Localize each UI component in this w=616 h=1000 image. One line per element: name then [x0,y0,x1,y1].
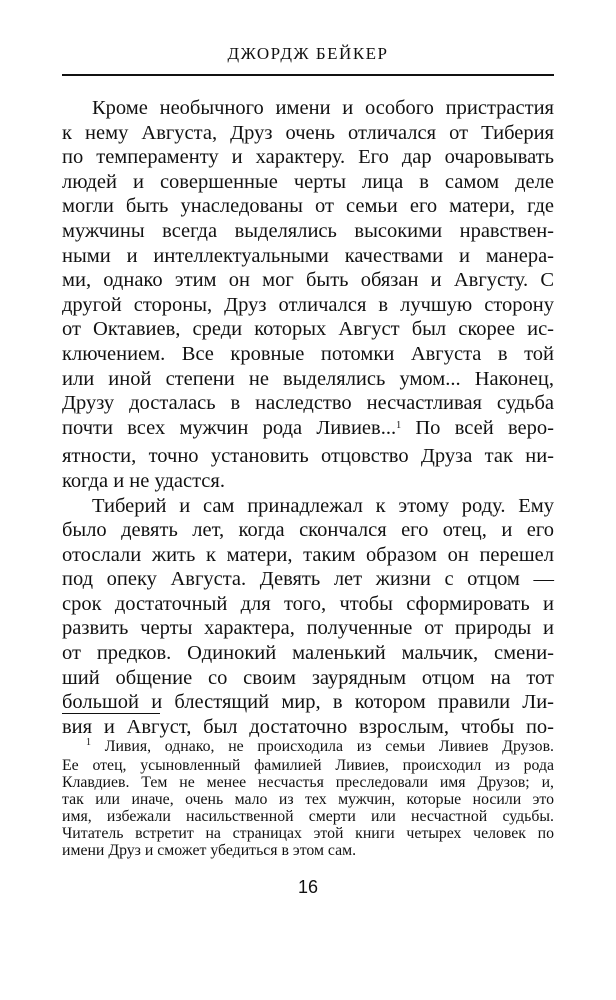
text-line: другой стороны, Друз отличался в лучшую сторону [62,293,554,316]
running-header: ДЖОРДЖ БЕЙКЕР [227,44,389,63]
text-line: ми, однако этим он мог быть обязан и Августу. С [62,269,554,292]
text-line: от предков. Одинокий маленький мальчик, смени- [62,642,554,665]
footnote-line: Ее отец, усыновленный фамилией Ливиев, происходил из рода [62,757,554,774]
footnote-line: так или иначе, очень мало из тех мужчин, которые носили это [62,791,554,808]
text-line: или иной степени не выделялись умом... Наконец, [62,367,554,390]
text-line: Кроме необычного имени и особого пристрастия [92,97,554,119]
text-line: от Октавиев, среди которых Август был скорее ис- [62,318,554,341]
text-line-with-footnote-ref [62,416,554,445]
footnote-line: Клавдиев. Тем не менее несчастья преследовали имя Друзов; и, [62,774,554,791]
main-text [62,96,554,739]
header-rule [62,74,554,76]
text-line: Тиберий и сам принадлежал к этому роду. Ему [92,494,554,517]
page-number: 16 [297,877,319,897]
text-line: ключением. Все кровные потомки Августа в той [62,342,554,365]
text-segment: почти всех мужчин рода Ливиев... [62,416,397,439]
text-line: по темпераменту и характеру. Его дар очаровывать [62,146,554,169]
footnote-line [62,738,554,757]
footnote-line: имя, избежали насильственной смерти или несчастной судьбы. [62,808,554,825]
footnote-ref: 1 [396,419,402,431]
footnote-line: имени Друз и сможет убедиться в этом сам. [62,842,357,859]
text-segment: По всей веро- [401,416,554,439]
text-line: под опеку Августа. Девять лет жизни с отцом — [62,568,554,591]
text-line: срок достаточный для того, чтобы сформировать и [62,592,554,615]
text-line: людей и совершенные черты лица в самом деле [62,170,554,193]
footnote-marker: 1 [86,737,91,748]
text-line: к нему Августа, Друз очень отличался от Тиберия [62,121,554,144]
text-line: могли быть унаследованы от семьи его матери, где [62,195,554,218]
text-line: большой и блестящий мир, в котором правили Ли- [62,691,554,714]
text-line: вия и Август, был достаточно взрослым, чтобы по- [62,715,554,738]
footnote [62,738,554,859]
text-line: когда и не удастся. [62,469,225,492]
text-line: мужчины всегда выделялись высокими нравствен- [62,219,554,242]
text-segment: Ливия, однако, не происходила из семьи Ливиев Друзов. [104,738,554,755]
text-line: ными и интеллектуальными качествами и манера- [62,244,554,267]
footnote-line: Читатель встретит на страницах этой книги четырех человек по [62,825,554,842]
text-line: ший общение со своим заурядным отцом на тот [62,666,554,689]
text-line: Друзу досталась в наследство несчастливая судьба [62,392,554,415]
text-line: было девять лет, когда скончался его отец, и его [62,519,554,542]
footnote-rule [62,713,160,714]
text-line: ятности, точно установить отцовство Друза так ни- [62,445,554,468]
text-line: отослали жить к матери, таким образом он перешел [62,543,554,566]
text-line: развить черты характера, полученные от природы и [62,617,554,640]
